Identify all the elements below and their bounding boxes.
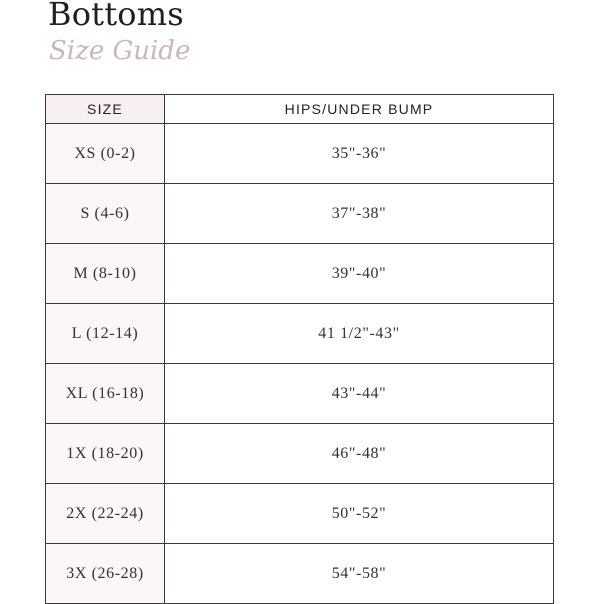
page-title: Bottoms	[48, 0, 184, 33]
size-cell: 2X (22-24)	[46, 484, 165, 544]
hips-cell: 50"-52"	[165, 484, 554, 544]
table-row	[46, 184, 554, 244]
table-row	[46, 244, 554, 304]
hips-cell: 54"-58"	[165, 544, 554, 604]
table-header-row	[46, 95, 554, 124]
size-cell: XS (0-2)	[46, 124, 165, 184]
size-cell: M (8-10)	[46, 244, 165, 304]
size-guide-table	[45, 94, 554, 604]
table-row	[46, 124, 554, 184]
table-row	[46, 484, 554, 544]
hips-cell: 35"-36"	[165, 124, 554, 184]
size-cell: L (12-14)	[46, 304, 165, 364]
page-subtitle: Size Guide	[49, 36, 191, 66]
size-cell: XL (16-18)	[46, 364, 165, 424]
table-row	[46, 364, 554, 424]
table-row	[46, 544, 554, 604]
column-header-hips: HIPS/UNDER BUMP	[165, 95, 554, 124]
table-row	[46, 304, 554, 364]
hips-cell: 39"-40"	[165, 244, 554, 304]
size-cell: 1X (18-20)	[46, 424, 165, 484]
size-cell: 3X (26-28)	[46, 544, 165, 604]
table-row	[46, 424, 554, 484]
hips-cell: 43"-44"	[165, 364, 554, 424]
hips-cell: 37"-38"	[165, 184, 554, 244]
hips-cell: 41 1/2"-43"	[165, 304, 554, 364]
size-cell: S (4-6)	[46, 184, 165, 244]
column-header-size: SIZE	[46, 95, 165, 124]
hips-cell: 46"-48"	[165, 424, 554, 484]
